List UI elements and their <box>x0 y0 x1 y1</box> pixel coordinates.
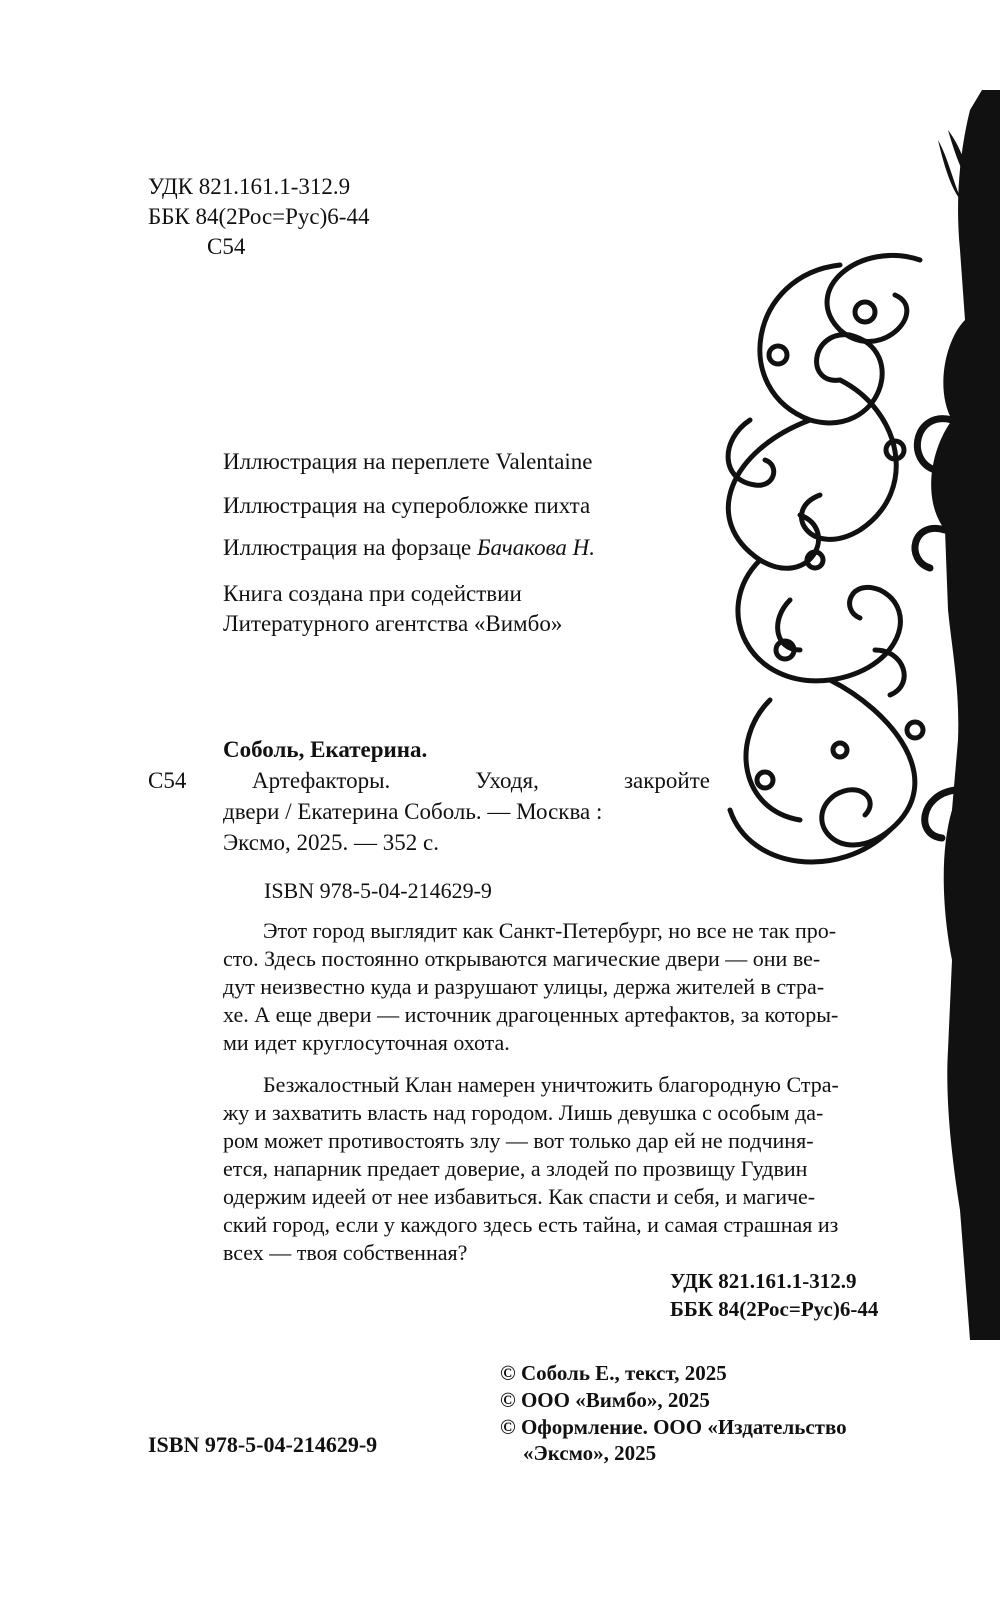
annotation-p1-line: хе. А еще двери — источник драгоценных артефактов, за которы- <box>223 1002 839 1027</box>
bbk-top: ББК 84(2Рос=Рус)6-44 <box>148 204 370 229</box>
catalog-title-line-2: двери / Екатерина Соболь. — Москва : <box>223 799 603 824</box>
annotation-p2-line: ром может противостоять злу — вот только дар ей не подчиня- <box>223 1128 814 1153</box>
annotation-p2-line: одержим идеей от нее избавиться. Как спасти и себя, и магиче- <box>223 1184 816 1209</box>
credit-binding: Иллюстрация на переплете Valentaine <box>223 449 593 474</box>
annotation-p2-line: ется, напарник предает доверие, а злодей по прозвищу Гудвин <box>223 1156 808 1181</box>
agency-line-1: Книга создана при содействии <box>223 581 522 606</box>
credit-endpaper-prefix: Иллюстрация на форзаце <box>223 535 472 560</box>
annotation-p2-line: жу и захватить власть над городом. Лишь девушка с особым да- <box>223 1100 824 1125</box>
copyright-agency: © ООО «Вимбо», 2025 <box>500 1388 710 1412</box>
annotation-p1-line: дут неизвестно куда и разрушают улицы, держа жителей в стра- <box>223 974 825 999</box>
author-mark-top: С54 <box>207 234 246 259</box>
catalog-author: Соболь, Екатерина. <box>223 737 428 762</box>
copyright-author: © Соболь Е., текст, 2025 <box>500 1361 727 1385</box>
catalog-mark: С54 <box>148 768 187 793</box>
credit-endpaper <box>223 532 595 563</box>
annotation-p1-line: сто. Здесь постоянно открываются магические двери — они ве- <box>223 946 821 971</box>
annotation-p1-line: ми идет круглосуточная охота. <box>223 1030 510 1055</box>
annotation-p1-line: Этот город выглядит как Санкт-Петербург, но все не так про- <box>263 918 837 943</box>
udk-top: УДК 821.161.1-312.9 <box>148 174 351 199</box>
wrought-iron-ornament-icon <box>690 90 1000 1340</box>
catalog-title-line-3: Эксмо, 2025. — 352 с. <box>223 830 440 855</box>
annotation-p2-line: Безжалостный Клан намерен уничтожить благородную Стра- <box>263 1072 839 1097</box>
udk-bottom: УДК 821.161.1-312.9 <box>670 1269 857 1293</box>
annotation-p2-line: ский город, если у каждого здесь есть тайна, и самая страшная из <box>223 1212 839 1237</box>
copyright-design-cont: «Эксмо», 2025 <box>523 1441 657 1465</box>
copyright-design: © Оформление. ООО «Издательство <box>500 1415 847 1439</box>
catalog-title-line-1: Артефакторы. Уходя, закройте <box>252 768 710 793</box>
credit-endpaper-artist: Бачакова Н. <box>476 535 596 560</box>
bbk-bottom: ББК 84(2Рос=Рус)6-44 <box>670 1297 879 1321</box>
agency-line-2: Литературного агентства «Вимбо» <box>223 611 563 636</box>
isbn-bottom: ISBN 978-5-04-214629-9 <box>148 1432 378 1457</box>
catalog-isbn: ISBN 978-5-04-214629-9 <box>264 878 492 903</box>
annotation-p2-line: всех — твоя собственная? <box>223 1240 468 1265</box>
credit-jacket: Иллюстрация на суперобложке пихта <box>223 493 591 518</box>
